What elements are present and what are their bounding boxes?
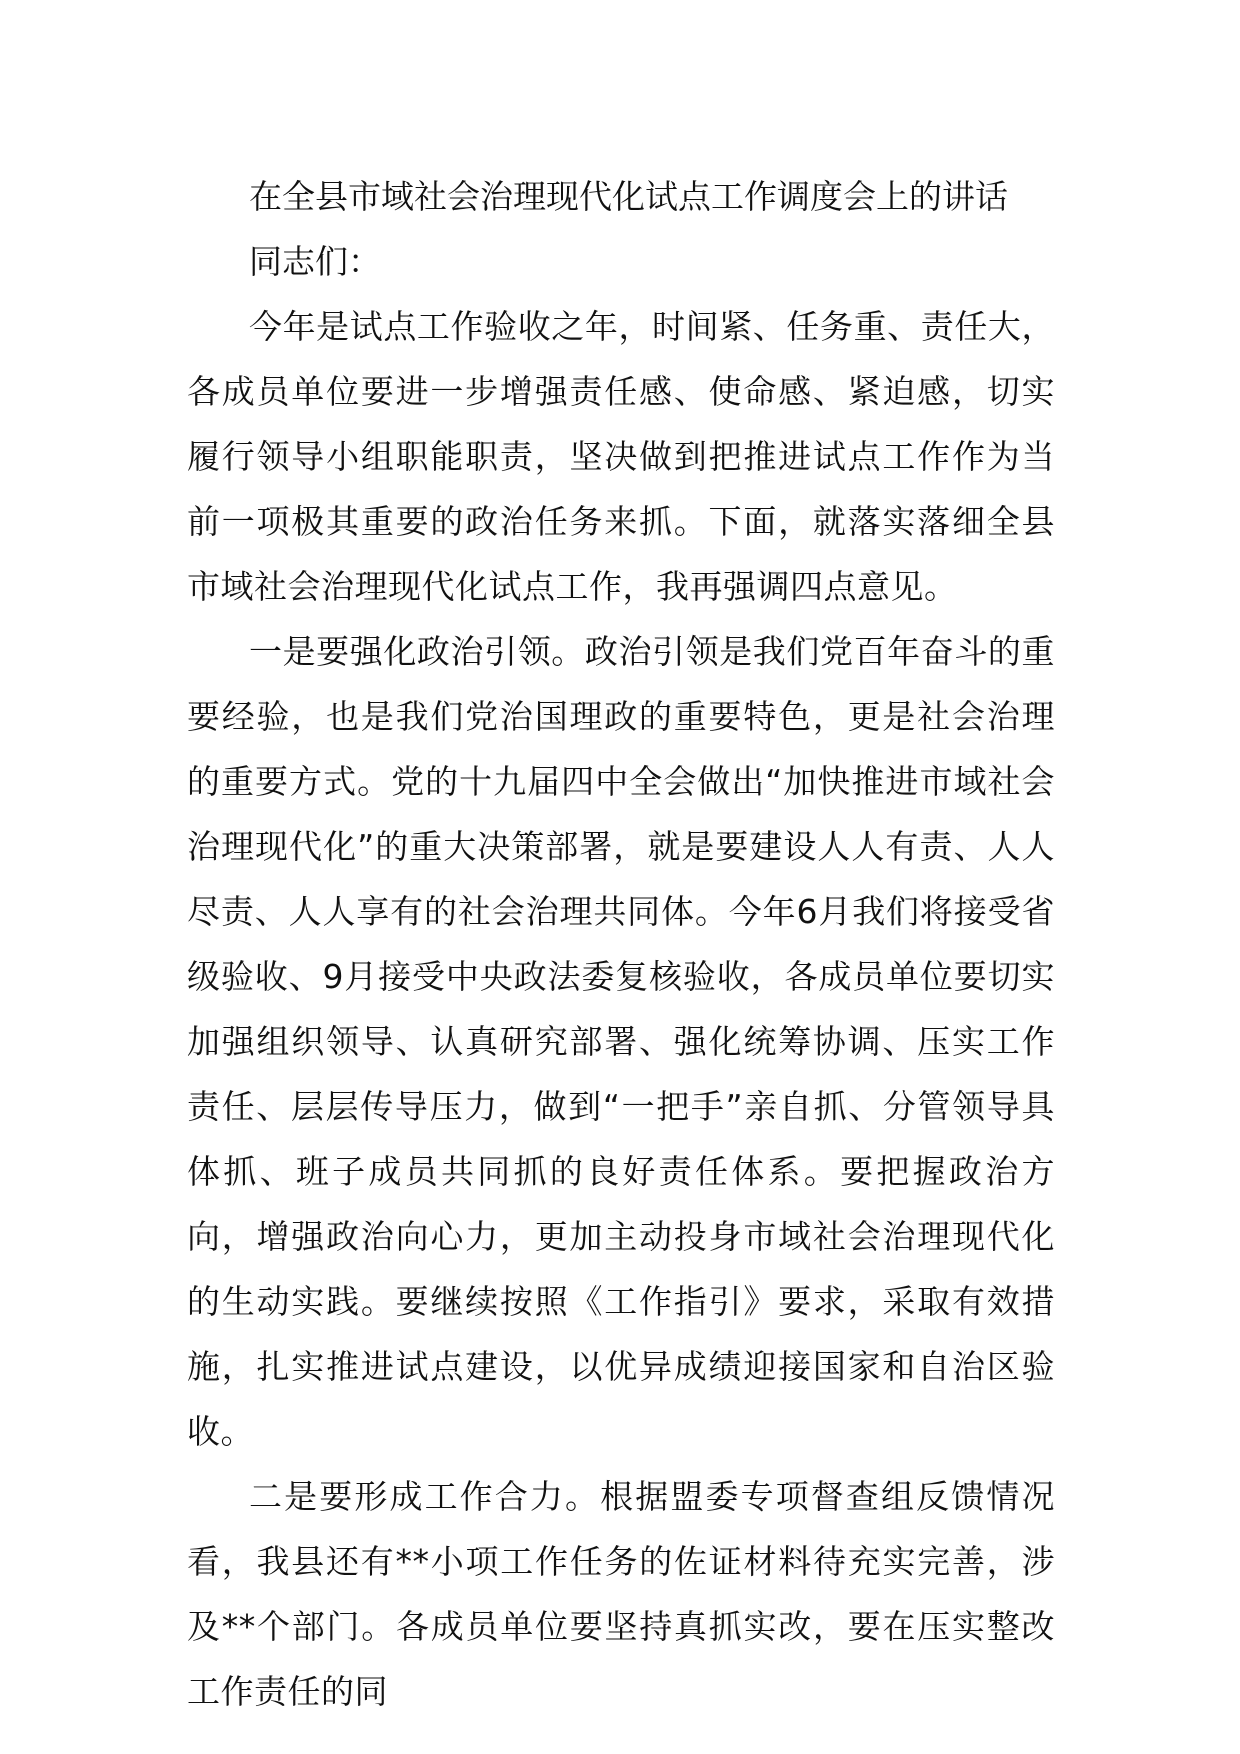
document-body bbox=[187, 164, 1055, 1724]
salutation: 同志们： bbox=[249, 242, 381, 281]
paragraph: 一是要强化政治引领。政治引领是我们党百年奋斗的重要经验，也是我们党治国理政的重要特色，更是社会治理的重要方式。党的十九届四中全会做出“加快推进市域社会治理现代化”的重大决策部署，就是要建设人人有责、人人尽责、人人享有的社会治理共同体。今年6月我们将接受省级验收、9月接受中央政法委复核验收，各成员单位要切实加强组织领导、认真研究部署、强化统筹协调、压实工作责任、层层传导压力，做到“一把手”亲自抓、分管领导具体抓、班子成员共同抓的良好责任体系。要把握政治方向，增强政治向心力，更加主动投身市域社会治理现代化的生动实践。要继续按照《工作指引》要求，采取有效措施，扎实推进试点建设，以优异成绩迎接国家和自治区验收。 bbox=[187, 632, 1055, 1451]
paragraph: 二是要形成工作合力。根据盟委专项督查组反馈情况看，我县还有**小项工作任务的佐证材料待充实完善，涉及**个部门。各成员单位要坚持真抓实改，要在压实整改工作责任的同 bbox=[187, 1477, 1055, 1711]
paragraph: 今年是试点工作验收之年，时间紧、任务重、责任大，各成员单位要进一步增强责任感、使命感、紧迫感，切实履行领导小组职能职责，坚决做到把推进试点工作作为当前一项极其重要的政治任务来抓。下面，就落实落细全县市域社会治理现代化试点工作，我再强调四点意见。 bbox=[187, 307, 1055, 606]
document-title: 在全县市域社会治理现代化试点工作调度会上的讲话 bbox=[249, 177, 1008, 216]
